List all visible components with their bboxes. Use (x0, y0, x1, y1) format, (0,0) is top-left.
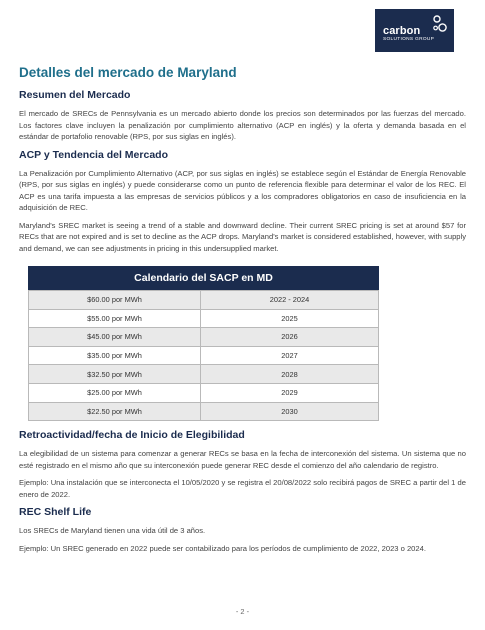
table-cell-year: 2030 (201, 402, 379, 421)
sacp-schedule-table (28, 266, 379, 421)
paragraph-retro-2: Ejemplo: Una instalación que se interconecta el 10/05/2020 y se registra el 20/08/2022 solo recibirá pagos de SREC a partir del 1 de enero de 2022. (19, 478, 466, 499)
logo-circles-icon (433, 15, 447, 33)
table-cell-price: $45.00 por MWh (29, 328, 201, 347)
table-cell-year: 2027 (201, 346, 379, 365)
table-cell-year: 2025 (201, 309, 379, 328)
sacp-table (28, 290, 379, 421)
logo-subtitle: SOLUTIONS GROUP (383, 37, 435, 42)
table-cell-year: 2026 (201, 328, 379, 347)
paragraph-acp-1: La Penalización por Cumplimiento Alternativo (ACP, por sus siglas en inglés) se establece según el Estándar de Energía Renovable (RPS, por sus siglas en inglés) y puede considerarse como un punto de referencia flexible para determinar el valor de los REC. El ACP es una tarifa impuesta a las empresas de servicios públicos y a los compradores obligatorios en caso de insuficiencia en la adquisición de REC. (19, 168, 466, 212)
table-cell-price: $60.00 por MWh (29, 291, 201, 310)
heading-acp: ACP y Tendencia del Mercado (19, 148, 168, 161)
table-cell-price: $55.00 por MWh (29, 309, 201, 328)
page-title: Detalles del mercado de Maryland (19, 65, 237, 80)
table-row (29, 346, 379, 365)
carbon-solutions-logo (375, 9, 454, 52)
paragraph-shelf-1: Los SRECs de Maryland tienen una vida útil de 3 años. (19, 526, 206, 536)
table-row (29, 309, 379, 328)
table-row (29, 383, 379, 402)
table-cell-price: $35.00 por MWh (29, 346, 201, 365)
logo-wordmark: carbon (383, 25, 421, 37)
table-cell-year: 2029 (201, 383, 379, 402)
table-row (29, 328, 379, 347)
document-body (19, 64, 466, 560)
table-row (29, 291, 379, 310)
table-row (29, 402, 379, 421)
paragraph-shelf-2: Ejemplo: Un SREC generado en 2022 puede ser contabilizado para los períodos de cumplimiento de 2022, 2023 o 2024. (19, 543, 426, 553)
paragraph-retro-1: La elegibilidad de un sistema para comenzar a generar RECs se basa en la fecha de interconexión del sistema. Un sistema que no esté registrado en el mismo año que su interconexión puede generar REC desde el comienzo del año calendario de registro. (19, 449, 466, 470)
heading-shelf-life: REC Shelf Life (19, 506, 92, 519)
table-title: Calendario del SACP en MD (28, 266, 379, 290)
table-cell-price: $25.00 por MWh (29, 383, 201, 402)
table-cell-year: 2022 - 2024 (201, 291, 379, 310)
heading-retroactividad: Retroactividad/fecha de Inicio de Elegibilidad (19, 429, 245, 442)
table-cell-year: 2028 (201, 365, 379, 384)
table-cell-price: $22.50 por MWh (29, 402, 201, 421)
table-row (29, 365, 379, 384)
table-cell-price: $32.50 por MWh (29, 365, 201, 384)
page-number: - 2 - (235, 607, 250, 616)
heading-resumen: Resumen del Mercado (19, 89, 131, 101)
paragraph-resumen: El mercado de SRECs de Pennsylvania es un mercado abierto donde los precios son determinados por las fuerzas del mercado. Los factores clave incluyen la penalización por cumplimiento alternativo (ACP en inglés) y la oferta y demanda basada en el estándar de portafolio renovable (RPS, por sus siglas en inglés). (19, 109, 466, 141)
paragraph-acp-2: Maryland's SREC market is seeing a trend of a stable and downward decline. Their current SREC pricing is set at around $57 for RECs that are not expired and is set to decline as the ACP drops. Maryland's market is considered established, however, with supply and demand, we can see adjustments in pricing in this undersupplied market. (19, 220, 466, 253)
